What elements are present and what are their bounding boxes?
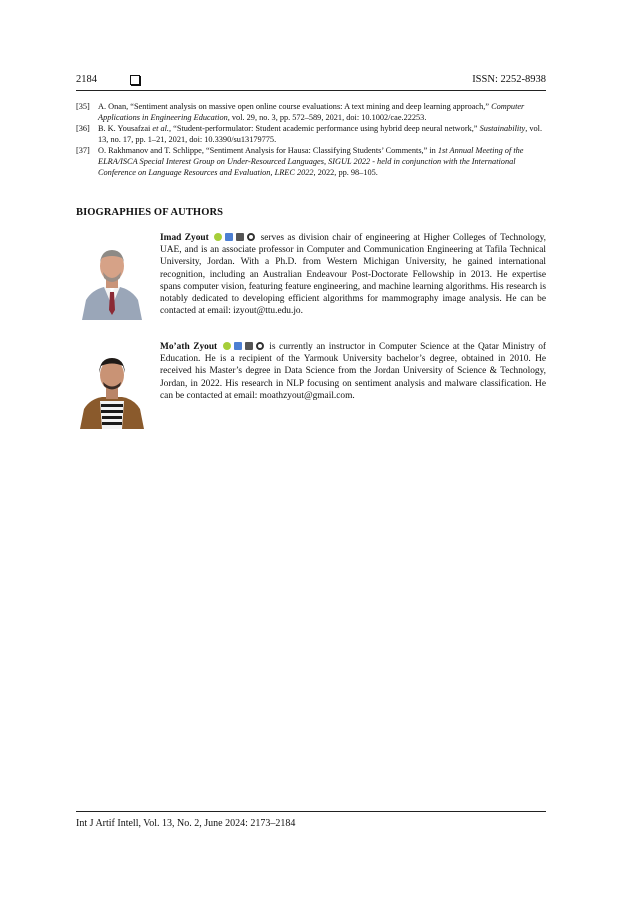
author-bio-text	[160, 232, 546, 317]
reference-etal: et al.	[152, 124, 169, 134]
reference-venue: Sustainability	[479, 124, 526, 134]
reference-text: O. Rakhmanov and T. Schlippe, “Sentiment Analysis for Hausa: Classifying Students’ Comments,” in	[98, 146, 438, 156]
author-photo	[78, 349, 146, 429]
author-profile-icons	[214, 233, 255, 241]
page-number: 2184	[76, 74, 97, 85]
reference-text: A. Onan, “Sentiment analysis on massive open online course evaluations: A text mining and deep learning approach,”	[98, 102, 492, 111]
page-footer: Int J Artif Intell, Vol. 13, No. 2, June 2024: 2173–2184	[76, 811, 546, 829]
author-bio-text	[160, 341, 546, 402]
reference-item	[76, 124, 546, 145]
reference-item	[76, 102, 546, 123]
reference-number: [37]	[76, 146, 90, 156]
reference-number: [36]	[76, 124, 90, 134]
reference-text: B. K. Yousafzai	[98, 124, 153, 134]
reference-title: , “Student-performulator: Student academic performance using hybrid deep neural network,”	[169, 124, 480, 134]
author-profile-icons	[223, 342, 264, 350]
reference-details: , vol. 29, no. 3, pp. 572–589, 2021, doi: 10.1002/cae.22253.	[227, 112, 427, 122]
author-biography: serves as division chair of engineering at Higher Colleges of Technology, UAE, and is an associate professor in Computer and Communication Engineering at Tafila Technical University, Jordan. With a Ph.D. from Western Michigan University, he gained international recognition, including an Australian Endeavour Post-Doctorate Fellowship in 2013. He expertise spans computer vision, featuring feature engineering, and machine learning algorithms. His research is notably dedicated to developing efficient algorithms for mammography image analysis. He can be contacted at email: izyout@ttu.edu.jo.	[160, 233, 547, 317]
reference-list	[76, 102, 546, 179]
google-scholar-icon[interactable]	[234, 342, 242, 350]
reference-details: , 2022, pp. 98–105.	[313, 167, 378, 177]
author-biography: is currently an instructor in Computer Science at the Qatar Ministry of Education. He is a recipient of the Yarmouk University bachelor’s degree, obtained in 2010. He received his Master’s degree in Data Science from the Jordan University of Science & Technology, Jordan, in 2022. His research in NLP focusing on sentiment analysis and malware classification. He can be contacted at email: moathzyout@gmail.com.	[160, 342, 547, 401]
scopus-icon[interactable]	[245, 342, 253, 350]
reference-number: [35]	[76, 102, 90, 111]
orcid-icon[interactable]	[214, 233, 222, 241]
researchgate-icon[interactable]	[256, 342, 264, 350]
reference-venue: Computer Applications in Engineering Education	[98, 102, 525, 122]
section-title: BIOGRAPHIES OF AUTHORS	[76, 207, 224, 218]
page-header	[76, 74, 546, 91]
scopus-icon[interactable]	[236, 233, 244, 241]
orcid-icon[interactable]	[223, 342, 231, 350]
author-photo	[78, 240, 146, 320]
google-scholar-icon[interactable]	[225, 233, 233, 241]
reference-venue: 1st Annual Meeting of the ELRA/ISCA Special Interest Group on Under-Resourced Languages, SIGUL 2022 - held in conjunction with the International Conference on Language Resources and Evaluation, LREC 2022	[98, 146, 524, 177]
reference-item	[76, 146, 546, 178]
author-name: Imad Zyout	[160, 233, 209, 243]
author-name: Mo’ath Zyout	[160, 342, 218, 352]
reference-details: , vol. 13, no. 17, pp. 1–21, 2021, doi: 10.3390/su13179775.	[98, 124, 543, 144]
issn: ISSN: 2252-8938	[472, 74, 546, 85]
square-icon	[130, 75, 140, 85]
researchgate-icon[interactable]	[247, 233, 255, 241]
